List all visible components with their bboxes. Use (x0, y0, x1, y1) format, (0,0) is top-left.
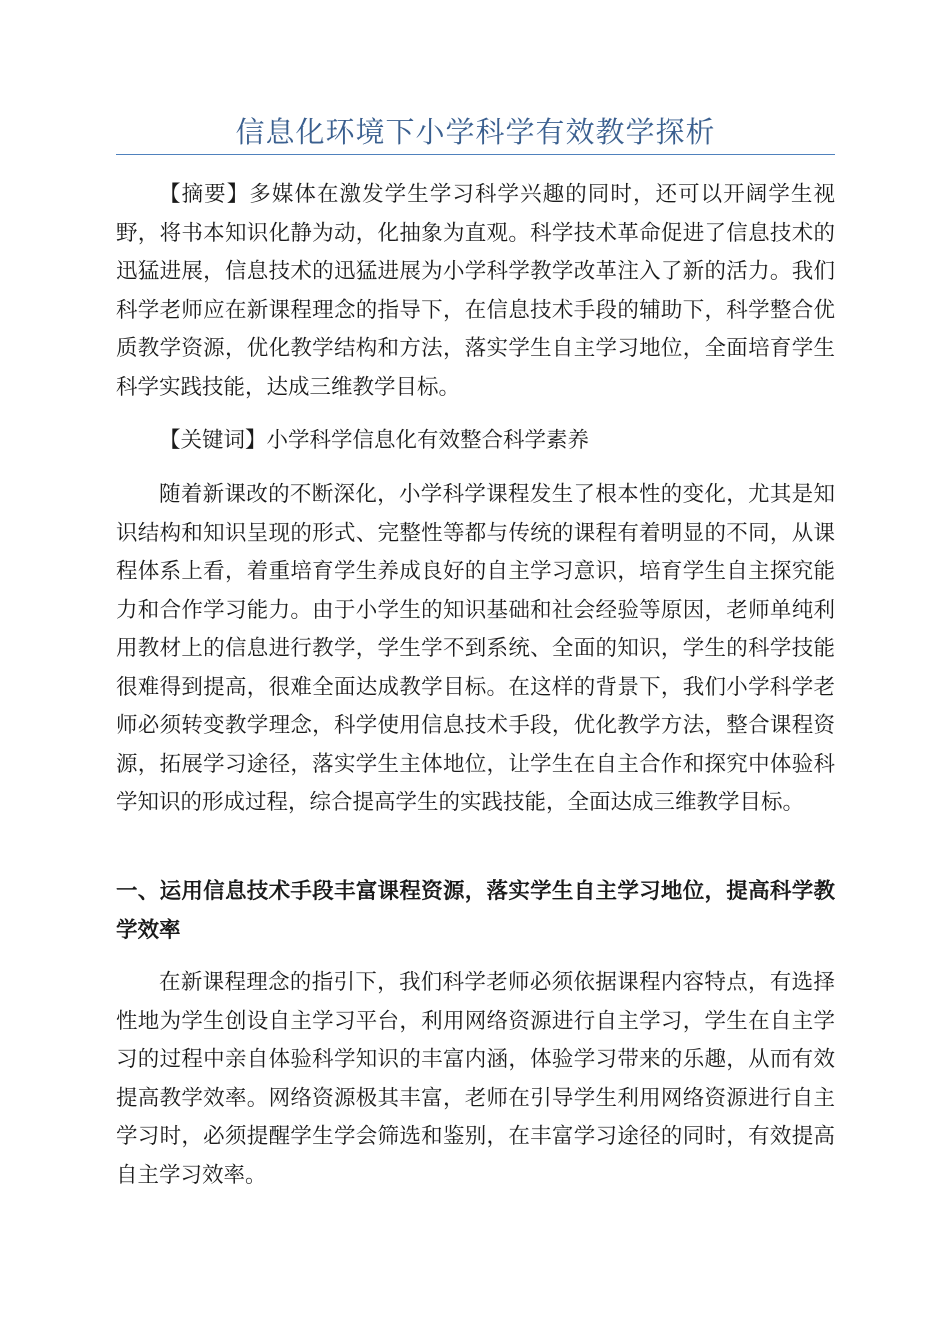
section-1-heading: 一、运用信息技术手段丰富课程资源，落实学生自主学习地位，提高科学教学效率 (116, 879, 835, 943)
title-underline (116, 154, 835, 155)
intro-paragraph: 随着新课改的不断深化，小学科学课程发生了根本性的变化，尤其是知识结构和知识呈现的形式、完整性等都与传统的课程有着明显的不同，从课程体系上看，着重培育学生养成良好的自主学习意识，培育学生自主探究能力和合作学习能力。由于小学生的知识基础和社会经验等原因，老师单纯利用教材上的信息进行教学，学生学不到系统、全面的知识，学生的科学技能很难得到提高，很难全面达成教学目标。在这样的背景下，我们小学科学老师必须转变教学理念，科学使用信息技术手段，优化教学方法，整合课程资源，拓展学习途径，落实学生主体地位，让学生在自主合作和探究中体验科学知识的形成过程，综合提高学生的实践技能，全面达成三维教学目标。 (116, 482, 835, 815)
document-title: 信息化环境下小学科学有效教学探析 (235, 115, 716, 149)
keywords-paragraph: 【关键词】小学科学信息化有效整合科学素养 (159, 428, 590, 453)
section-1-body: 在新课程理念的指引下，我们科学老师必须依据课程内容特点，有选择性地为学生创设自主学习平台，利用网络资源进行自主学习，学生在自主学习的过程中亲自体验科学知识的丰富内涵，体验学习带来的乐趣，从而有效提高教学效率。网络资源极其丰富，老师在引导学生利用网络资源进行自主学习时，必须提醒学生学会筛选和鉴别，在丰富学习途径的同时，有效提高自主学习效率。 (116, 970, 835, 1188)
abstract-paragraph: 【摘要】多媒体在激发学生学习科学兴趣的同时，还可以开阔学生视野，将书本知识化静为动，化抽象为直观。科学技术革命促进了信息技术的迅猛进展，信息技术的迅猛进展为小学科学教学改革注入了新的活力。我们科学老师应在新课程理念的指导下，在信息技术手段的辅助下，科学整合优质教学资源，优化教学结构和方法，落实学生自主学习地位，全面培育学生科学实践技能，达成三维教学目标。 (116, 182, 835, 400)
